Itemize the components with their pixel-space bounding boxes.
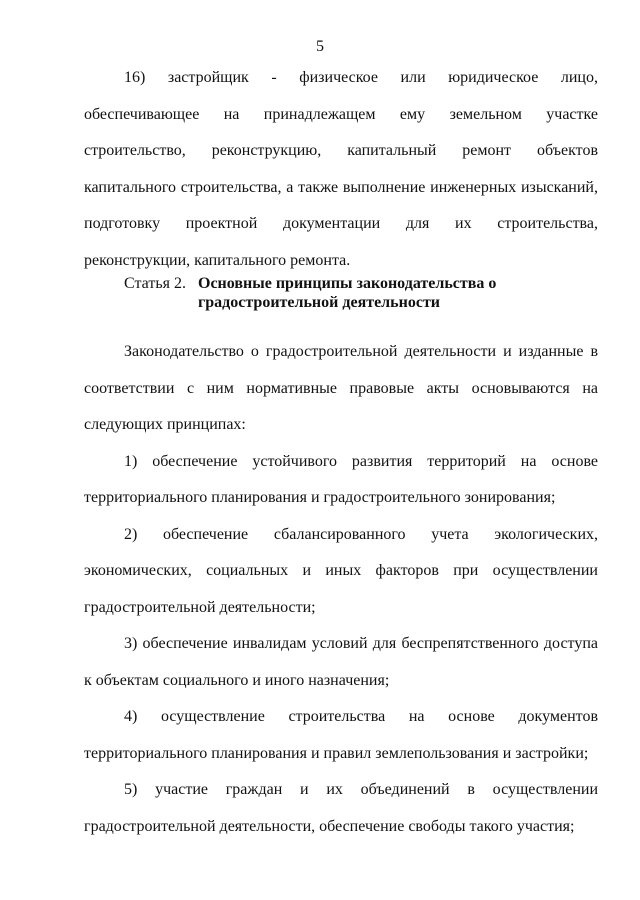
page-number: 5 xyxy=(316,38,324,55)
definition-section xyxy=(84,60,598,279)
principle-item: 2) обеспечение сбалансированного учета экологических, экономических, социальных и иных факторов при осуществлении градостроительной деятельности; xyxy=(84,525,598,616)
principle-item: 3) обеспечение инвалидам условий для беспрепятственного доступа к объектам социального и иного назначения; xyxy=(84,635,598,689)
principle-item: 1) обеспечение устойчивого развития территорий на основе территориального планирования и градостроительного зонирования; xyxy=(84,452,598,506)
intro-paragraph: Законодательство о градостроительной деятельности и изданные в соответствии с ним нормативные правовые акты основываются на следующих принципах: xyxy=(84,343,598,433)
definition-paragraph: 16) застройщик - физическое или юридическое лицо, обеспечивающее на принадлежащем ему земельном участке строительство, реконструкцию, капитальный ремонт объектов капитального строительства, а также выполнение инженерных изысканий, подготовку проектной документации для их строительства, реконструкции, капитального ремонта. xyxy=(84,69,598,269)
article-title: Основные принципы законодательства о градостроительной деятельности xyxy=(198,275,497,311)
principle-item: 4) осуществление строительства на основе документов территориального планирования и правил землепользования и застройки; xyxy=(84,708,598,762)
article-number: Статья 2. xyxy=(124,275,186,292)
principles-section xyxy=(84,334,598,845)
article-heading xyxy=(124,274,604,312)
principle-item: 5) участие граждан и их объединений в осуществлении градостроительной деятельности, обеспечение свободы такого участия; xyxy=(84,781,598,835)
